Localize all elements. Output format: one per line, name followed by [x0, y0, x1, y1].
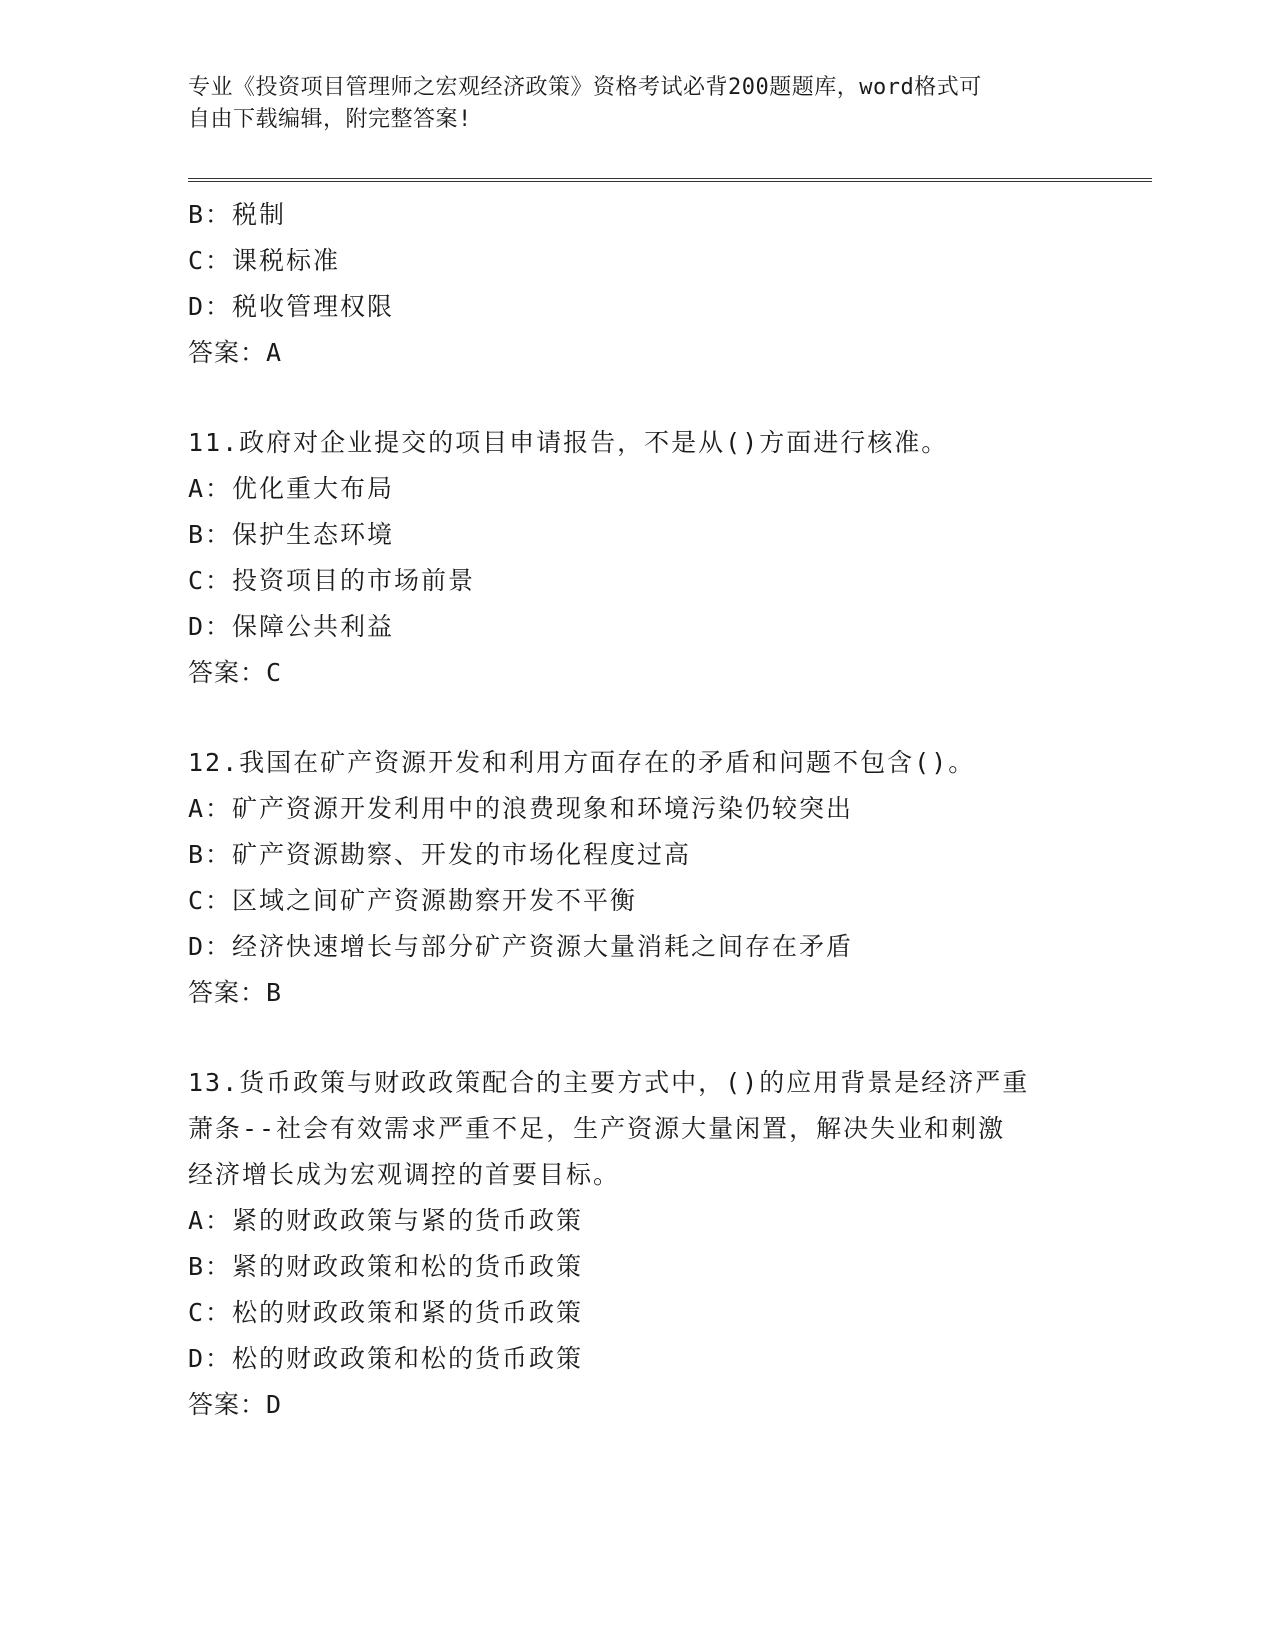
- question-stem: 11.政府对企业提交的项目申请报告，不是从()方面进行核准。: [188, 428, 949, 457]
- option-d: D：经济快速增长与部分矿产资源大量消耗之间存在矛盾: [188, 932, 854, 961]
- answer-label: 答案：: [188, 978, 267, 1007]
- header-divider: [188, 178, 1152, 182]
- option-c: C：区域之间矿产资源勘察开发不平衡: [188, 886, 638, 915]
- question-stem-line-1: 13.货币政策与财政政策配合的主要方式中，()的应用背景是经济严重: [188, 1068, 1030, 1097]
- answer-value: C: [266, 658, 283, 687]
- answer-label: 答案：: [188, 1390, 267, 1419]
- option-b: B：保护生态环境: [188, 520, 395, 549]
- question-13: [188, 1060, 1088, 1428]
- answer-value: A: [266, 338, 283, 367]
- header-line-1: 专业《投资项目管理师之宏观经济政策》资格考试必背200题题库，word格式可: [188, 75, 982, 100]
- option-c: C：课税标准: [188, 246, 341, 275]
- option-b: B：税制: [188, 200, 287, 229]
- option-d: D：税收管理权限: [188, 292, 395, 321]
- page-header: [188, 72, 1088, 136]
- question-stem-line-3: 经济增长成为宏观调控的首要目标。: [188, 1160, 621, 1189]
- question-partial: [188, 192, 1088, 376]
- option-d: D：保障公共利益: [188, 612, 395, 641]
- question-stem: 12.我国在矿产资源开发和利用方面存在的矛盾和问题不包含()。: [188, 748, 976, 777]
- answer-label: 答案：: [188, 658, 267, 687]
- answer-line: [188, 1382, 1088, 1428]
- question-list: [188, 192, 1088, 1428]
- option-c: C：投资项目的市场前景: [188, 566, 476, 595]
- answer-line: [188, 650, 1088, 696]
- answer-value: B: [266, 978, 283, 1007]
- option-a: A：优化重大布局: [188, 474, 395, 503]
- answer-line: [188, 330, 1088, 376]
- option-a: A：紧的财政政策与紧的货币政策: [188, 1206, 584, 1235]
- option-d: D：松的财政政策和松的货币政策: [188, 1344, 584, 1373]
- question-11: [188, 420, 1088, 696]
- option-b: B：矿产资源勘察、开发的市场化程度过高: [188, 840, 692, 869]
- answer-label: 答案：: [188, 338, 267, 367]
- answer-line: [188, 970, 1088, 1016]
- option-a: A：矿产资源开发利用中的浪费现象和环境污染仍较突出: [188, 794, 854, 823]
- option-b: B：紧的财政政策和松的货币政策: [188, 1252, 584, 1281]
- header-line-2: 自由下载编辑，附完整答案!: [188, 107, 472, 132]
- question-stem-line-2: 萧条--社会有效需求严重不足，生产资源大量闲置，解决失业和刺激: [188, 1114, 1006, 1143]
- answer-value: D: [266, 1390, 283, 1419]
- question-12: [188, 740, 1088, 1016]
- option-c: C：松的财政政策和紧的货币政策: [188, 1298, 584, 1327]
